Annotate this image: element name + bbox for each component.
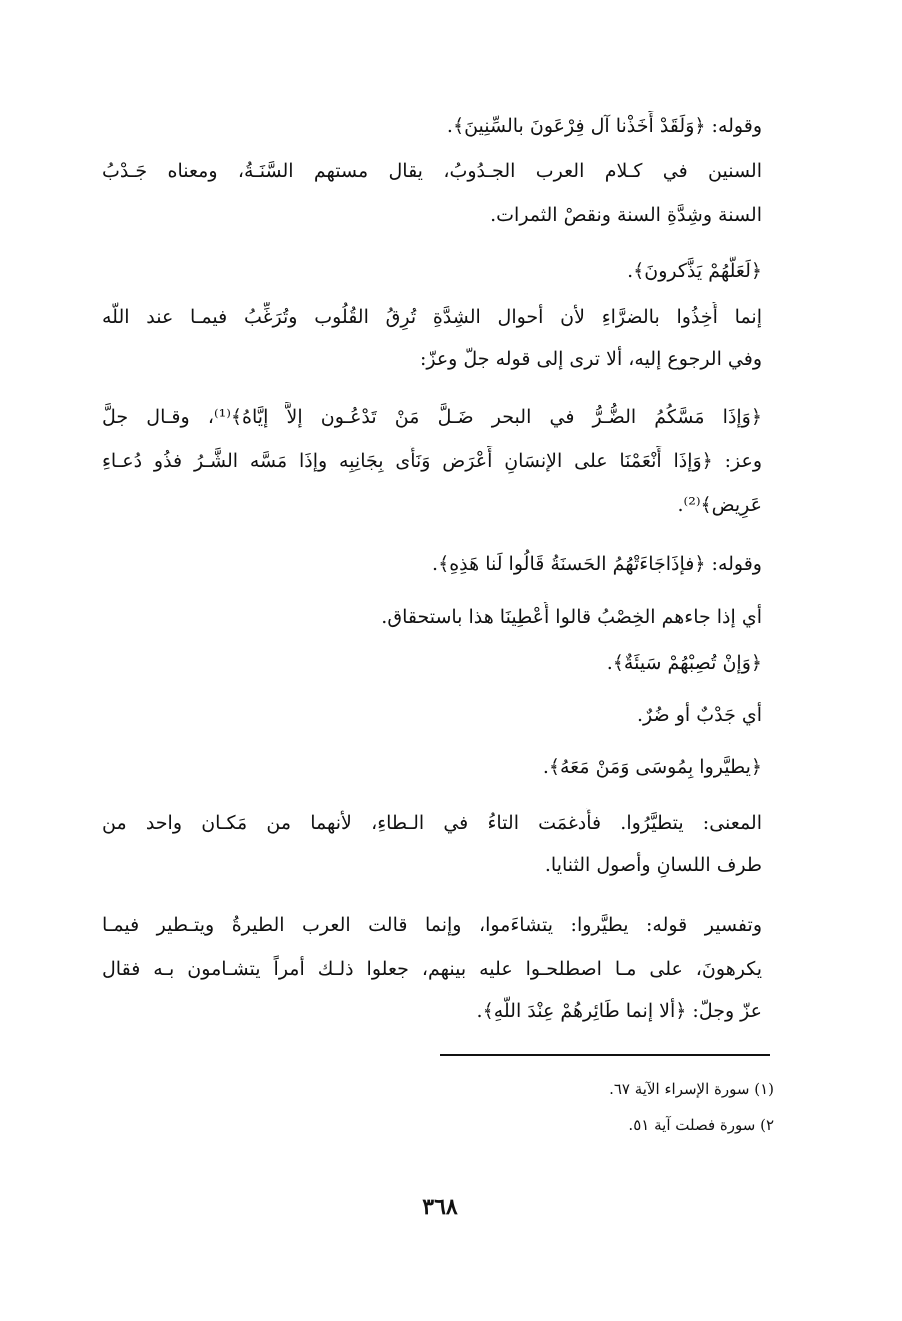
text-line: عزّ وجلّ: ﴿ألا إنما طَائِرهُمْ عِنْدَ اللّهِ﴾.: [476, 1000, 762, 1022]
text-line: المعنى: يتطيَّرُوا. فأُدغمَت التاءُ في الـطاءِ، لأنهما من مَكـان واحد من: [102, 812, 762, 834]
text-line: وقوله: ﴿فإذَاجَاءَتْهُمُ الحَسنَةُ قَالُوا لَنا هَذِهِ﴾.: [432, 553, 762, 575]
text-line: وتفسير قوله: يطيَّروا: يتشاءَموا، وإنما قالت العرب الطيرةُ ويتـطير فيمـا: [102, 914, 762, 936]
text-line: أي إذا جاءهم الخِصْبُ قالوا أُعْطِينَا هذا باستحقاق.: [381, 606, 762, 628]
text-line: السنين في كـلام العرب الجـدُوبُ، يقال مستهم السَّنَـةُ، ومعناه جَـدْبُ: [102, 160, 762, 182]
verse-line: ﴿لَعَلَّهُمْ يَذَّكرونَ﴾.: [627, 260, 762, 282]
text-line: طرف اللسانِ وأصول الثنايا.: [544, 854, 762, 876]
text-line: يكرهونَ، على مـا اصطلحـوا عليه بينهم، جعلوا ذلـك أمراً يتشـامون بـه فقال: [102, 958, 762, 980]
verse-line: ﴿وَإذَا مَسَّكُمُ الضُّـرُّ في البحر ضَـلَّ مَنْ تَدْعُـون إلاَّ إيَّاهُ﴾⁽¹⁾، وقـال جلَّ: [102, 406, 762, 428]
page-number: ٣٦٨: [422, 1194, 458, 1220]
text-line: عَرِيض﴾⁽²⁾.: [677, 494, 762, 516]
footnote-divider: [440, 1054, 770, 1056]
text-line: وقوله: ﴿وَلَقَدْ أَخَذْنا آل فِرْعَونَ بالسِّنِينَ﴾.: [446, 115, 762, 137]
footnote: ٢) سورة فصلت آية ٥١.: [628, 1116, 774, 1134]
text-line: وعز: ﴿وَإذَا أَنْعَمْنَا على الإنسَانِ أَعْرَض وَنَأَى بِجَانِبِه وإذَا مَسَّه الشَّـرُ فذُو دُعـاءِ: [102, 450, 762, 472]
verse-line: ﴿وَإنْ تُصِبْهُمْ سَيئَةٌ﴾.: [606, 652, 762, 674]
footnote: (١) سورة الإسراء الآية ٦٧.: [609, 1080, 774, 1098]
text-line: أي جَدْبٌ أو ضُرٌ.: [637, 704, 762, 726]
text-line: إنما أُخِذُوا بالضرَّاءِ لأن أحوال الشِدَّةِ تُرِقُ القُلُوب وتُرَغِّبُ فيمـا عند اللّه: [102, 306, 762, 328]
text-line: السنة وشِدَّةِ السنة ونقصْ الثمرات.: [490, 204, 762, 226]
text-line: وفي الرجوع إليه، ألا ترى إلى قوله جلّ وعزّ:: [419, 348, 762, 370]
verse-line: ﴿يطيَّروا بِمُوسَى وَمَنْ مَعَهُ﴾.: [542, 756, 762, 778]
